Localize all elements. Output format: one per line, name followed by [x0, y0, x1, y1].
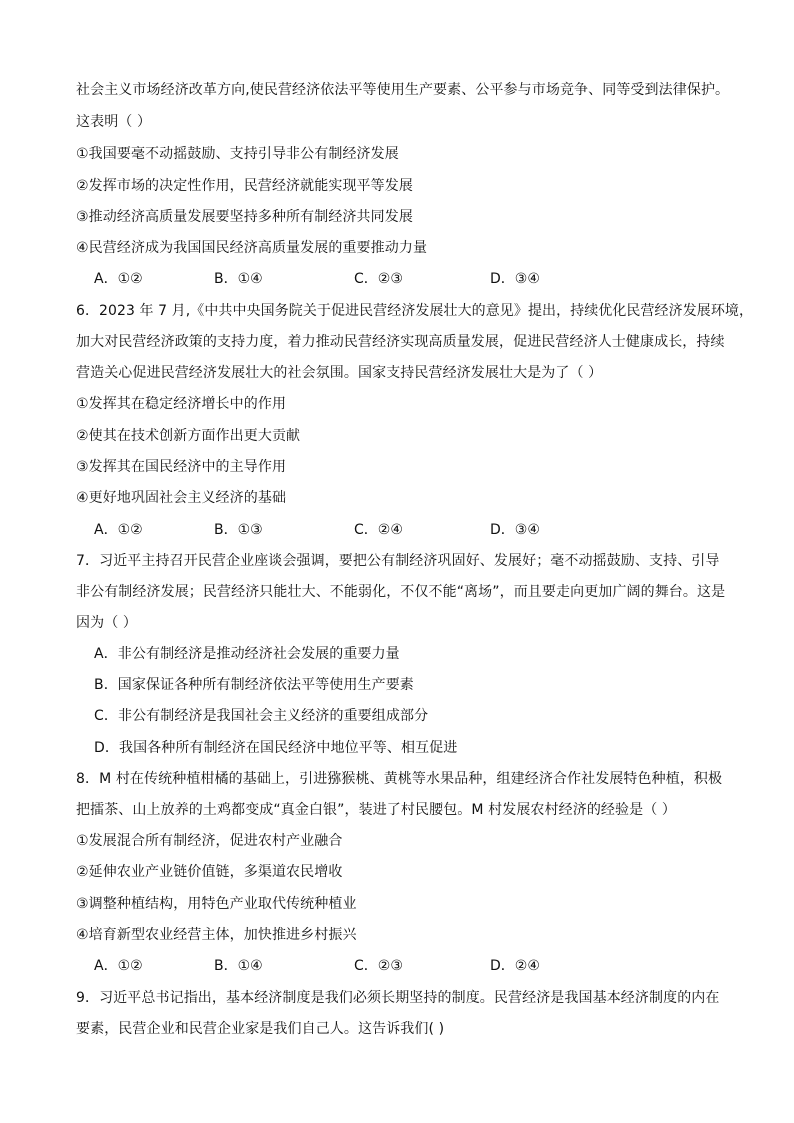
q5-statement-1: ①我国要毫不动摇鼓励、支持引导非公有制经济发展: [76, 146, 399, 162]
q7-stem-line: 非公有制经济发展；民营经济只能壮大、不能弱化，不仅不能“离场”，而且要走向更加广阔的舞台。这是: [76, 584, 726, 600]
q6-statement-3: ③发挥其在国民经济中的主导作用: [76, 459, 287, 475]
q8-statement-2: ②延伸农业产业链价值链，多渠道农民增收: [76, 864, 343, 880]
q8-statement-4: ④培育新型农业经营主体，加快推进乡村振兴: [76, 927, 357, 943]
q6-option-c: C．②④: [354, 522, 403, 538]
q6-statement-4: ④更好地巩固社会主义经济的基础: [76, 490, 287, 506]
q5-option-a: A．①②: [94, 271, 143, 287]
q5-options: [94, 269, 694, 289]
q6-option-a: A．①②: [94, 522, 143, 538]
q5-option-d: D．③④: [490, 271, 540, 287]
q7-choice-a: A．非公有制经济是推动经济社会发展的重要力量: [94, 646, 400, 662]
q6-options: [94, 520, 694, 540]
q7-stem-line: 7．习近平主持召开民营企业座谈会强调，要把公有制经济巩固好、发展好；毫不动摇鼓励、支持、引导: [76, 553, 720, 569]
q8-option-c: C．②③: [354, 958, 403, 974]
q8-options: [94, 956, 694, 976]
q5-stem-line: 这表明（ ）: [76, 114, 152, 130]
q5-statement-4: ④民营经济成为我国国民经济高质量发展的重要推动力量: [76, 240, 428, 256]
q8-stem-line: 8．M 村在传统种植柑橘的基础上，引进猕猴桃、黄桃等水果品种，组建经济合作社发展特色种植，积极: [76, 771, 723, 787]
q5-statement-3: ③推动经济高质量发展要坚持多种所有制经济共同发展: [76, 209, 413, 225]
q6-statement-2: ②使其在技术创新方面作出更大贡献: [76, 428, 301, 444]
q7-choice-d: D．我国各种所有制经济在国民经济中地位平等、相互促进: [94, 740, 458, 756]
q6-stem-line: 营造关心促进民营经济发展壮大的社会氛围。国家支持民营经济发展壮大是为了（ ）: [76, 365, 603, 381]
q9-stem-line: 9．习近平总书记指出，基本经济制度是我们必须长期坚持的制度。民营经济是我国基本经济制度的内在: [76, 990, 720, 1006]
q8-statement-1: ①发展混合所有制经济，促进农村产业融合: [76, 833, 343, 849]
q7-choice-b: B．国家保证各种所有制经济依法平等使用生产要素: [94, 677, 414, 693]
q6-statement-1: ①发挥其在稳定经济增长中的作用: [76, 396, 287, 412]
q8-option-d: D．②④: [490, 958, 540, 974]
q9-stem-line: 要素，民营企业和民营企业家是我们自己人。这告诉我们( ): [76, 1021, 445, 1037]
q5-stem-line: 社会主义市场经济改革方向,使民营经济依法平等使用生产要素、公平参与市场竞争、同等受到法律保护。: [76, 82, 730, 98]
q5-option-c: C．②③: [354, 271, 403, 287]
q5-option-b: B．①④: [214, 271, 263, 287]
q8-statement-3: ③调整种植结构，用特色产业取代传统种植业: [76, 896, 357, 912]
q7-choice-c: C．非公有制经济是我国社会主义经济的重要组成部分: [94, 708, 429, 724]
q6-option-b: B．①③: [214, 522, 263, 538]
q7-stem-line: 因为（ ）: [76, 615, 137, 631]
q6-stem-line: 6．2023 年 7 月,《中共中央国务院关于促进民营经济发展壮大的意见》提出，持续优化民营经济发展环境，: [76, 303, 754, 319]
q8-option-a: A．①②: [94, 958, 143, 974]
q5-statement-2: ②发挥市场的决定性作用，民营经济就能实现平等发展: [76, 178, 413, 194]
q8-option-b: B．①④: [214, 958, 263, 974]
q6-option-d: D．③④: [490, 522, 540, 538]
q8-stem-line: 把擂茶、山上放养的土鸡都变成“真金白银”，装进了村民腰包。M 村发展农村经济的经验是（ ）: [76, 802, 676, 818]
q6-stem-line: 加大对民营经济政策的支持力度，着力推动民营经济实现高质量发展，促进民营经济人士健康成长，持续: [76, 334, 725, 350]
